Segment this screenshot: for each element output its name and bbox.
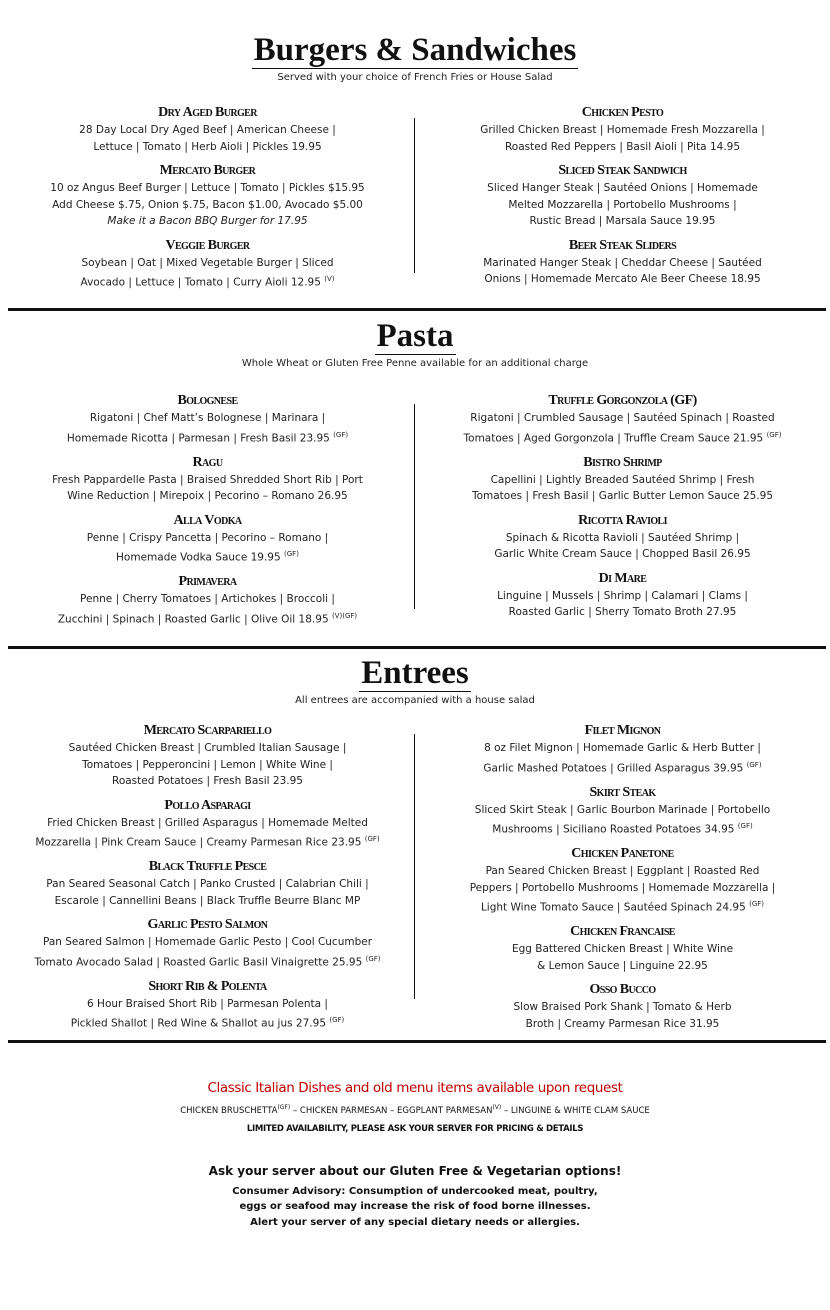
- menu-item-description: Sautéed Chicken Breast | Crumbled Italian Sausage | Tomatoes | Pepperoncini | Lemon | White Wine | Roasted Potatoes | Fresh Basil 23.95: [68, 742, 347, 787]
- menu-item-description: Egg Battered Chicken Breast | White Wine & Lemon Sauce | Linguine 22.95: [511, 943, 734, 972]
- menu-item: [415, 454, 830, 505]
- menu-item-name: Osso Bucco: [589, 982, 656, 997]
- pasta-subtitle: Whole Wheat or Gluten Free Penne available for an additional charge: [241, 358, 589, 369]
- menu-item-name: Chicken Panetone: [571, 846, 674, 861]
- menu-item: [0, 858, 415, 909]
- dietary-tag: (GF): [333, 430, 349, 439]
- menu-item-name: Sliced Steak Sandwich: [558, 163, 687, 178]
- menu-item-name: Mercato Scarpariello: [143, 723, 272, 738]
- menu-item: [0, 722, 415, 790]
- menu-item-description: Rigatoni | Chef Matt’s Bolognese | Marinara | Homemade Ricotta | Parmesan | Fresh Basil 23.95 $^{(GF)}$: [66, 412, 349, 444]
- entrees-column-right: [415, 722, 830, 1039]
- limited-availability-note: LIMITED AVAILABILITY, PLEASE ASK YOUR SERVER FOR PRICING & DETAILS: [246, 1123, 584, 1134]
- menu-item-description: Fresh Pappardelle Pasta | Braised Shredded Short Rib | Port Wine Reduction | Mirepoix | Pecorino – Romano 26.95: [52, 473, 363, 502]
- burgers-divider: [8, 308, 826, 311]
- menu-item: [0, 797, 415, 852]
- menu-item-description: 10 oz Angus Beef Burger | Lettuce | Tomato | Pickles $15.95 Add Cheese $.75, Onion $.75, Bacon $1.00, Avocado $5.00 Make it a Bacon BBQ Burger for 17.95: [0, 180, 415, 230]
- menu-item-name: Short Rib & Polenta: [148, 978, 267, 994]
- menu-item-description: Sliced Hanger Steak | Sautéed Onions | Homemade Melted Mozzarella | Portobello Mushrooms | Rustic Bread | Marsala Sauce 19.95: [487, 182, 758, 227]
- pasta-divider: [8, 646, 826, 649]
- menu-item-description: Soybean | Oat | Mixed Vegetable Burger | Sliced Avocado | Lettuce | Tomato | Curry Aioli 12.95 $^{(V)}$: [80, 256, 335, 289]
- burgers-column-right: [415, 104, 830, 298]
- menu-item-name: Bistro Shrimp: [583, 454, 662, 470]
- burgers-title: Burgers & Sandwiches: [253, 32, 577, 68]
- burgers-subtitle: Served with your choice of French Fries or House Salad: [277, 72, 553, 83]
- menu-item-description: Marinated Hanger Steak | Cheddar Cheese | Sautéed Onions | Homemade Mercato Ale Beer Cheese 18.95: [483, 256, 762, 285]
- menu-item: [0, 162, 415, 230]
- dietary-tag: (GF): [365, 954, 381, 963]
- pasta-divider-vertical: [414, 404, 415, 609]
- menu-item-description: Fried Chicken Breast | Grilled Asparagus | Homemade Melted Mozzarella | Pink Cream Sauce | Creamy Parmesan Rice 23.95 $^{(GF)}$: [35, 816, 380, 849]
- menu-item: [0, 237, 415, 292]
- menu-item-name: Dry Aged Burger: [158, 105, 257, 120]
- pasta-header: [0, 318, 830, 369]
- entrees-column-left: [0, 722, 415, 1039]
- menu-item-name: Skirt Steak: [589, 784, 656, 800]
- menu-item-description: Slow Braised Pork Shank | Tomato & Herb Broth | Creamy Parmesan Rice 31.95: [513, 1001, 732, 1030]
- classic-dishes-list: CHICKEN $BRUSCHETTA^{(GF)}$ – CHICKEN PARMESAN – EGGPLANT $PARMESAN^{(V)}$ – LINGUINE & WHITE CLAM SAUCE: [180, 1104, 650, 1116]
- menu-item: [0, 978, 415, 1033]
- menu-item-description: Grilled Chicken Breast | Homemade Fresh Mozzarella | Roasted Red Peppers | Basil Aioli | Pita 14.95: [480, 124, 765, 153]
- menu-item: [0, 392, 415, 447]
- menu-item-description: Pan Seared Chicken Breast | Eggplant | Roasted Red Peppers | Portobello Mushrooms | Homemade Mozzarella | Light Wine Tomato Sauce | Sautéed Spinach 24.95 $^{(GF)}$: [469, 865, 776, 914]
- menu-item: [415, 722, 830, 777]
- dietary-tag: (V): [324, 275, 335, 283]
- menu-item-name: Black Truffle Pesce: [148, 859, 267, 874]
- burgers-header: [0, 32, 830, 83]
- dietary-tag: (V)(GF): [331, 611, 358, 620]
- menu-item: [415, 570, 830, 621]
- pasta-title: Pasta: [376, 318, 454, 354]
- gluten-free-vegetarian-note: Ask your server about our Gluten Free & Vegetarian options!: [208, 1163, 622, 1178]
- entrees-divider: [8, 1040, 826, 1043]
- menu-item: [415, 162, 830, 230]
- pasta-column-right: [415, 392, 830, 635]
- menu-item-name: Chicken Pesto: [581, 105, 664, 120]
- menu-item: [415, 923, 830, 974]
- pasta-column-left: [0, 392, 415, 635]
- menu-item: [415, 237, 830, 288]
- dietary-tag: (GF): [737, 822, 753, 830]
- entrees-subtitle: All entrees are accompanied with a house salad: [295, 695, 535, 706]
- menu-item-name: Filet Mignon: [584, 723, 661, 738]
- menu-item: [415, 845, 830, 916]
- menu-item: [0, 573, 415, 628]
- menu-item-name: Ricotta Ravioli: [578, 512, 667, 528]
- menu-item-name: Chicken Francaise: [570, 924, 675, 939]
- menu-item-name: Ragu: [192, 454, 223, 470]
- menu-item: [415, 981, 830, 1032]
- dietary-tag: (GF): [749, 900, 765, 908]
- entrees-divider-vertical: [414, 734, 415, 999]
- menu-item-description: Pan Seared Seasonal Catch | Panko Crusted | Calabrian Chili | Escarole | Cannellini Beans | Black Truffle Beurre Blanc MP: [46, 878, 369, 907]
- menu-item-description: Sliced Skirt Steak | Garlic Bourbon Marinade | Portobello Mushrooms | Siciliano Roasted Potatoes 34.95 $^{(GF)}$: [474, 803, 771, 836]
- menu-item-name: Garlic Pesto Salmon: [147, 917, 268, 932]
- dietary-tag: (GF): [329, 1016, 345, 1024]
- menu-item-name: Bolognese: [177, 393, 238, 408]
- entrees-columns: [0, 722, 830, 1039]
- menu-item: [0, 916, 415, 971]
- burgers-column-left: [0, 104, 415, 298]
- menu-item: [415, 784, 830, 839]
- menu-item-description: Linguine | Mussels | Shrimp | Calamari | Clams | Roasted Garlic | Sherry Tomato Broth 27.95: [497, 589, 748, 618]
- menu-item-description: 8 oz Filet Mignon | Homemade Garlic & Herb Butter | Garlic Mashed Potatoes | Grilled Asparagus 39.95 $^{(GF)}$: [483, 742, 762, 774]
- dietary-tag: (GF): [766, 430, 782, 439]
- menu-item: [415, 392, 830, 447]
- menu-item: [0, 512, 415, 567]
- entrees-header: [0, 655, 830, 706]
- dietary-tag: (GF): [364, 835, 380, 843]
- menu-item-name: Beer Steak Sliders: [568, 237, 677, 253]
- classic-dishes-note: Classic Italian Dishes and old menu items available upon request: [207, 1080, 623, 1096]
- menu-item: [0, 104, 415, 155]
- menu-item-name: Truffle Gorgonzola (GF): [548, 393, 697, 408]
- menu-item-description: Pan Seared Salmon | Homemade Garlic Pesto | Cool Cucumber Tomato Avocado Salad | Roasted Garlic Basil Vinaigrette 25.95 $^{(GF)}$: [34, 936, 381, 968]
- menu-item-description: Penne | Cherry Tomatoes | Artichokes | Broccoli | Zucchini | Spinach | Roasted Garlic | Olive Oil 18.95 $^{(V)(GF)}$: [57, 593, 358, 625]
- menu-item: [415, 512, 830, 563]
- menu-item-description: Capellini | Lightly Breaded Sautéed Shrimp | Fresh Tomatoes | Fresh Basil | Garlic Butter Lemon Sauce 25.95: [471, 473, 774, 502]
- menu-item-name: Alla Vodka: [173, 512, 242, 528]
- footer: [0, 1080, 830, 1230]
- burgers-divider-vertical: [414, 118, 415, 273]
- dietary-tag: (GF): [746, 760, 762, 769]
- consumer-advisory: Consumer Advisory: Consumption of undercooked meat, poultry, eggs or seafood may increase the risk of food borne illnesses. Alert your server of any special dietary needs or allergies.: [232, 1185, 598, 1228]
- menu-item-name: Pollo Asparagi: [164, 797, 251, 813]
- entrees-title: Entrees: [361, 655, 469, 691]
- menu-item-description: 6 Hour Braised Short Rib | Parmesan Polenta | Pickled Shallot | Red Wine & Shallot au jus 27.95 $^{(GF)}$: [70, 997, 345, 1030]
- menu-item: [0, 454, 415, 505]
- dietary-tag: (GF): [284, 550, 299, 558]
- menu-item-name: Di Mare: [598, 570, 647, 586]
- pasta-columns: [0, 392, 830, 635]
- menu-item-name: Veggie Burger: [165, 237, 250, 253]
- menu-item: [415, 104, 830, 155]
- menu-item-description: Rigatoni | Crumbled Sausage | Sautéed Spinach | Roasted Tomatoes | Aged Gorgonzola | Truffle Cream Sauce 21.95 $^{(GF)}$: [463, 412, 782, 444]
- menu-item-name: Primavera: [178, 574, 237, 589]
- menu-item-note: Make it a Bacon BBQ Burger for 17.95: [107, 215, 308, 227]
- menu-item-name: Mercato Burger: [159, 163, 256, 178]
- burgers-columns: [0, 104, 830, 298]
- menu-item-description: Penne | Crispy Pancetta | Pecorino – Romano | Homemade Vodka Sauce 19.95 $^{(GF)}$: [86, 531, 329, 564]
- menu-item-description: Spinach & Ricotta Ravioli | Sautéed Shrimp | Garlic White Cream Sauce | Chopped Basil 26.95: [494, 531, 751, 560]
- menu-item-description: 28 Day Local Dry Aged Beef | American Cheese | Lettuce | Tomato | Herb Aioli | Pickles 19.95: [79, 124, 336, 153]
